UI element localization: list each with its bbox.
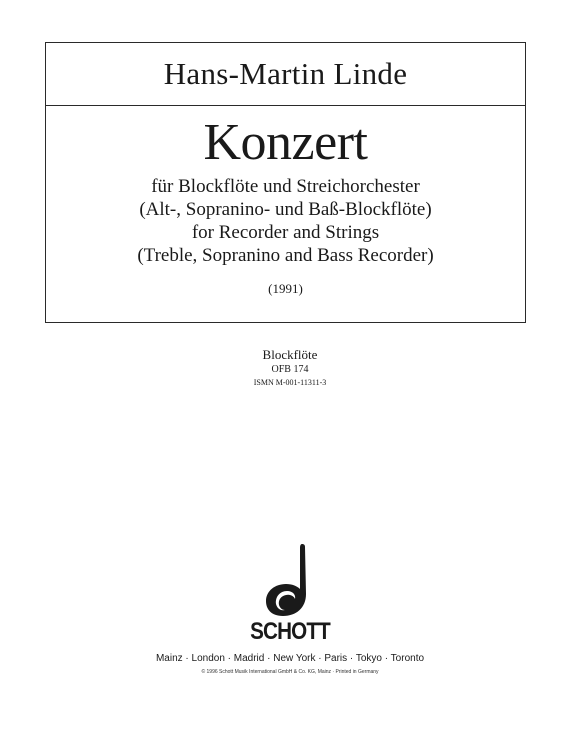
ismn-number: ISMN M-001-11311-3: [253, 378, 327, 387]
title-block: [46, 105, 525, 297]
subtitle-german: für Blockflöte und Streichorchester: [151, 176, 420, 197]
catalog-number: OFB 174: [271, 364, 309, 375]
title-frame: [45, 42, 526, 323]
composition-year: (1991): [268, 281, 303, 296]
subtitle-english: for Recorder and Strings: [191, 222, 380, 243]
instruments-english: (Treble, Sopranino and Bass Recorder): [137, 245, 434, 266]
copyright-line: © 1996 Schott Musik International GmbH & Co. KG, Mainz · Printed in Germany: [201, 669, 379, 675]
publisher-name: SCHOTT: [250, 618, 330, 645]
composer-band: [46, 43, 525, 106]
publisher-cities: Mainz · London · Madrid · New York · Paris · Tokyo · Toronto: [155, 653, 425, 664]
schott-note-logo-icon: [250, 542, 330, 618]
instruments-german: (Alt-, Sopranino- und Baß-Blockflöte): [139, 199, 432, 220]
edition-part: Blockflöte: [262, 347, 318, 362]
work-title: Konzert: [203, 114, 368, 171]
composer-name: Hans-Martin Linde: [163, 56, 408, 91]
edition-info: [0, 346, 580, 389]
